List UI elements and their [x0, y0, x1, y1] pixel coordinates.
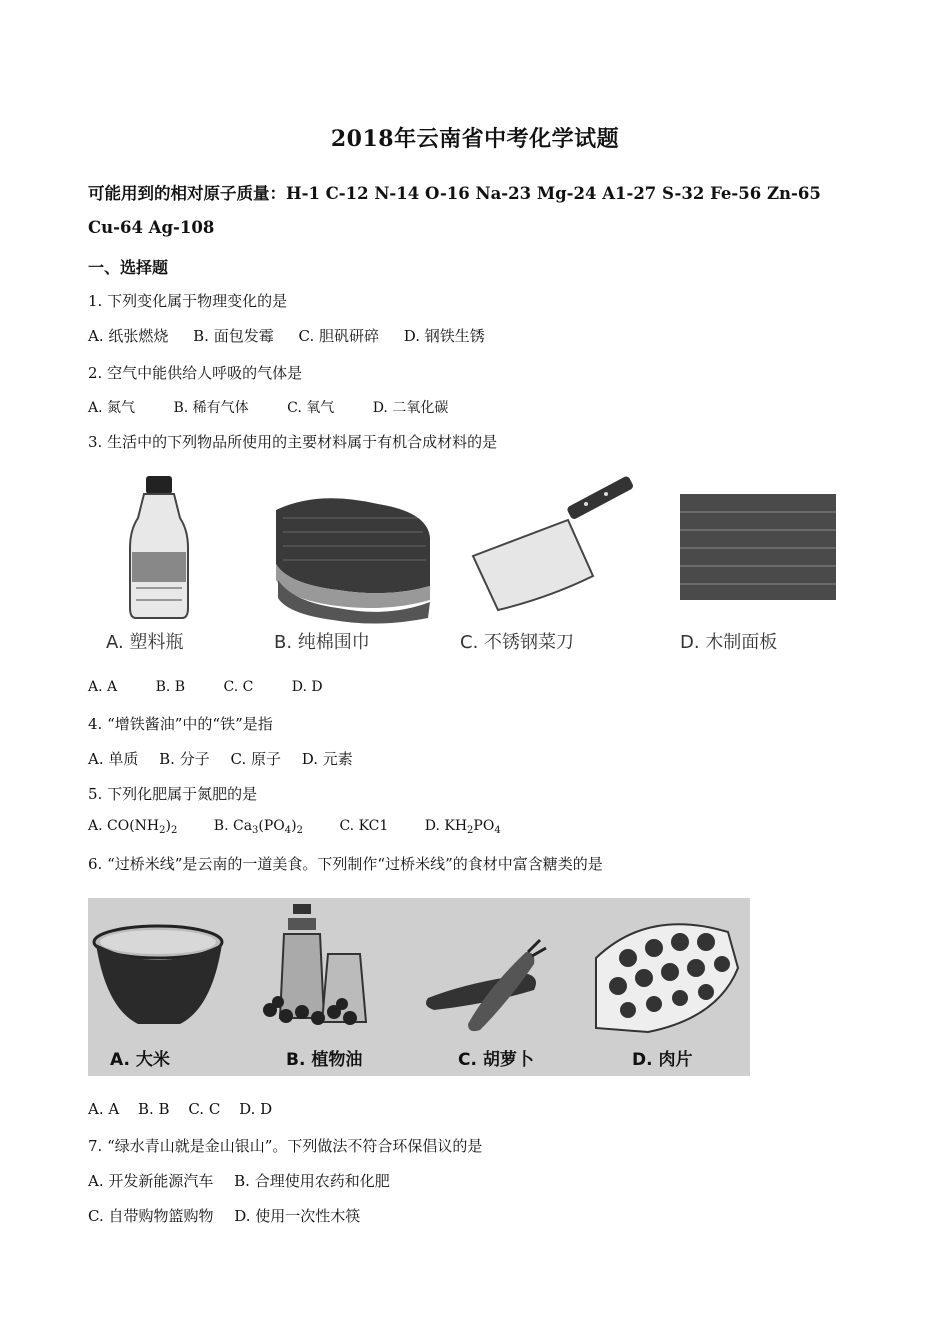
figure-caption-a: A. 大米	[110, 1050, 170, 1070]
carrot-image	[426, 940, 546, 1031]
question-6-options	[88, 1100, 272, 1118]
option-c: C. 氧气	[287, 400, 335, 416]
option-d: D. D	[291, 679, 323, 695]
option-c: C. 胆矾研碎	[298, 327, 379, 345]
question-5-stem: 5. 下列化肥属于氮肥的是	[88, 785, 258, 803]
section-heading: 一、选择题	[88, 258, 169, 277]
option-b: B. 稀有气体	[173, 400, 249, 416]
option-d: D. D	[239, 1100, 273, 1118]
figure-caption-c: C. 不锈钢菜刀	[460, 632, 575, 653]
option-b: B. 面包发霉	[193, 327, 274, 345]
vegetable-oil-image	[263, 904, 366, 1025]
option-a: A. A	[88, 1100, 120, 1118]
option-a: A. A	[88, 679, 118, 695]
option-d: D. 使用一次性木筷	[234, 1207, 361, 1225]
atomic-mass-line-2: Cu-64 Ag-108	[88, 218, 215, 237]
option-d: D. 钢铁生锈	[403, 327, 485, 345]
question-1-options	[88, 325, 485, 346]
question-4-stem: 4. “增铁酱油”中的“铁”是指	[88, 715, 273, 733]
figure-caption-c: C. 胡萝卜	[458, 1050, 534, 1070]
question-3-figure	[88, 468, 858, 668]
option-a: A. 单质	[88, 750, 139, 768]
option-a: A. $CO(NH_2)_2$	[88, 818, 178, 836]
option-c: C. C	[223, 679, 254, 695]
question-1-stem: 1. 下列变化属于物理变化的是	[88, 292, 288, 310]
question-5-options	[88, 818, 501, 836]
page-title: 2018年云南省中考化学试题	[330, 126, 620, 152]
figure-caption-b: B. 纯棉围巾	[274, 632, 370, 653]
wooden-board-image	[680, 494, 836, 600]
option-d: D. 二氧化碳	[372, 400, 449, 416]
option-b: B. 合理使用农药和化肥	[234, 1172, 390, 1190]
option-a: A. 开发新能源汽车	[88, 1172, 214, 1190]
rice-bowl-image	[94, 926, 222, 1024]
question-3-options	[88, 679, 323, 695]
option-c: C. 自带购物篮购物	[88, 1207, 214, 1225]
cotton-scarf-image	[276, 498, 430, 623]
question-7-stem: 7. “绿水青山就是金山银山”。下列做法不符合环保倡议的是	[88, 1137, 483, 1155]
option-a: A. 氮气	[88, 400, 136, 416]
question-6-figure	[88, 898, 750, 1076]
figure-caption-d: D. 肉片	[632, 1050, 693, 1070]
question-7-options-row-2	[88, 1205, 360, 1226]
option-d: D. 元素	[301, 750, 353, 768]
option-c: C. C	[188, 1100, 221, 1118]
figure-caption-a: A. 塑料瓶	[106, 632, 184, 653]
question-2-stem: 2. 空气中能供给人呼吸的气体是	[88, 364, 303, 382]
steel-cleaver-image	[473, 475, 634, 610]
meat-slices-image	[596, 924, 738, 1032]
option-c: C. 原子	[230, 750, 281, 768]
question-2-options	[88, 397, 448, 417]
option-b: B. B	[155, 679, 186, 695]
atomic-mass-line-1: 可能用到的相对原子质量：H-1 C-12 N-14 O-16 Na-23 Mg-24 A1-27 S-32 Fe-56 Zn-65	[88, 184, 821, 203]
question-4-options	[88, 748, 353, 769]
figure-caption-d: D. 木制面板	[680, 632, 778, 653]
figure-caption-b: B. 植物油	[286, 1050, 363, 1070]
plastic-bottle-image	[130, 476, 188, 618]
option-d: D. $KH_2PO_4$	[424, 818, 501, 836]
question-3-stem: 3. 生活中的下列物品所使用的主要材料属于有机合成材料的是	[88, 433, 498, 451]
option-a: A. 纸张燃烧	[88, 327, 169, 345]
option-b: B. $Ca_3(PO_4)_2$	[213, 818, 303, 836]
question-7-options-row-1	[88, 1170, 390, 1191]
option-c: C. KC1	[339, 818, 389, 834]
option-b: B. B	[137, 1100, 170, 1118]
option-b: B. 分子	[159, 750, 210, 768]
question-6-stem: 6. “过桥米线”是云南的一道美食。下列制作“过桥米线”的食材中富含糖类的是	[88, 855, 603, 873]
